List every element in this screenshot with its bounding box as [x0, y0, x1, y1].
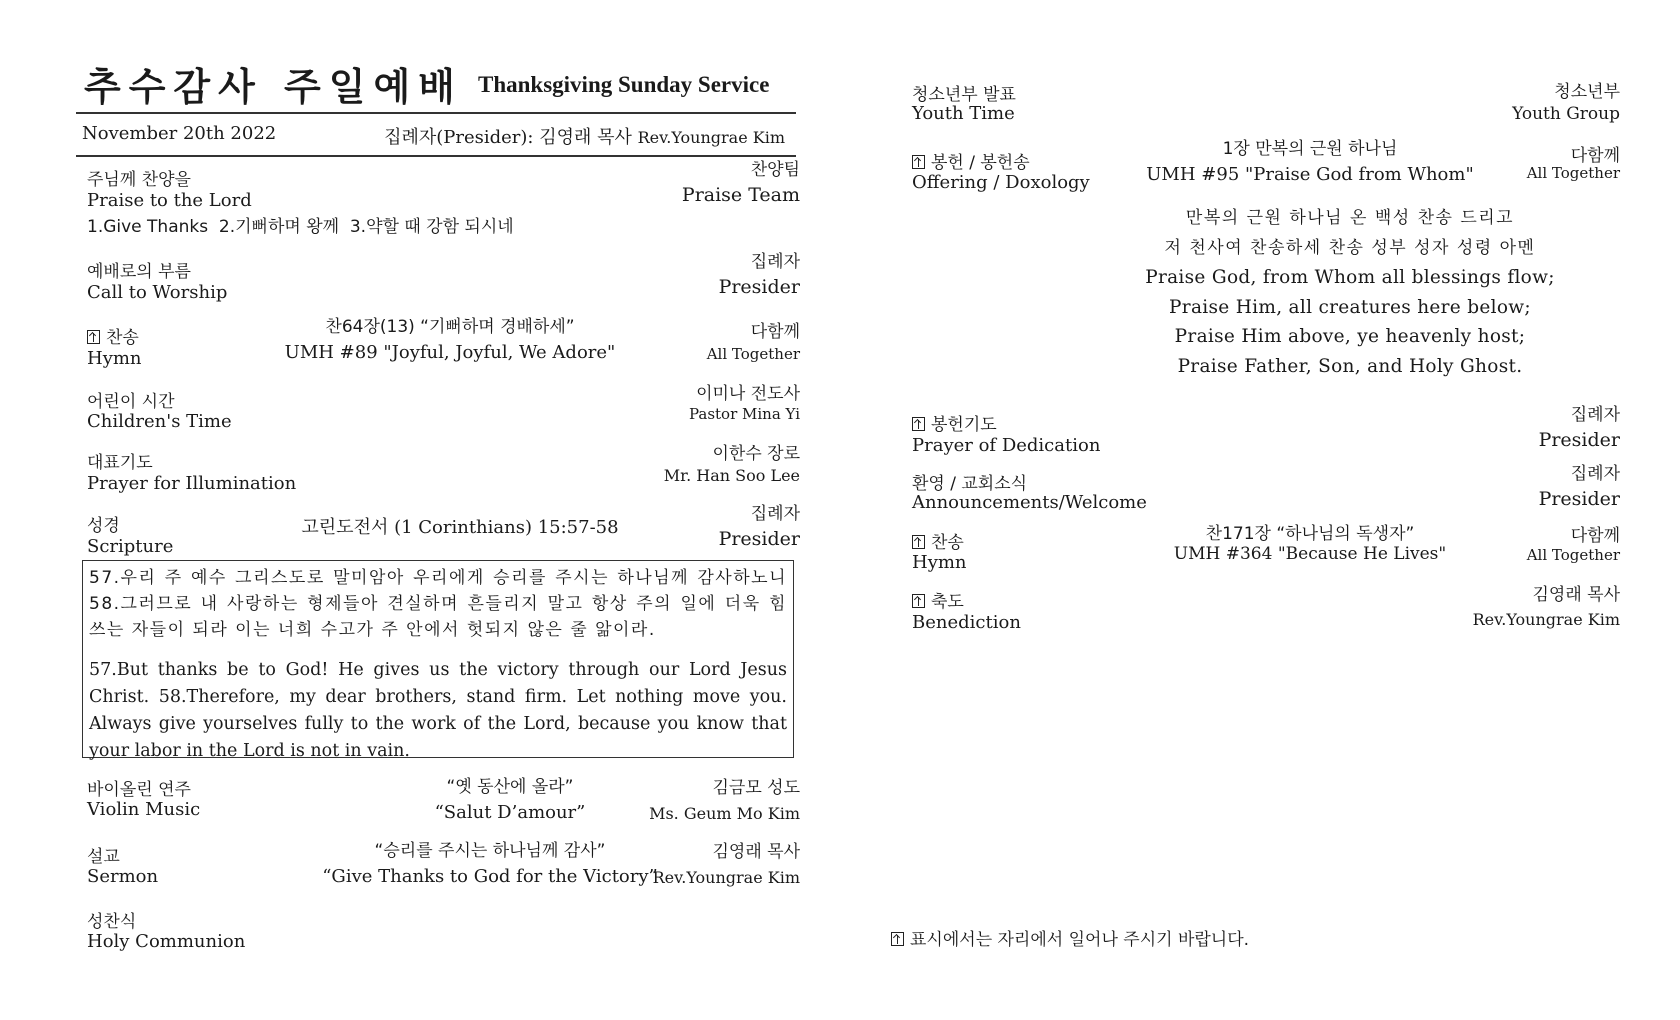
item-title-en: Prayer of Dedication [912, 435, 1101, 456]
item-leader-en: Pastor Mina Yi [688, 405, 800, 423]
stand-up-icon [912, 155, 925, 169]
scripture-text-box [82, 560, 794, 761]
item-title-ko [912, 153, 1030, 174]
item-leader-ko: 다함께 [1570, 526, 1620, 546]
stand-up-footnote [891, 925, 1249, 950]
title-english: Thanksgiving Sunday Service [478, 72, 770, 97]
order-item-call-to-worship [80, 250, 800, 306]
item-title-ko: 성경 [87, 516, 120, 536]
item-title-ko-text: 찬송 [931, 533, 964, 553]
item-title-en: Announcements/Welcome [912, 492, 1147, 513]
scripture-text-en: 57.But thanks be to God! He gives us the victory through our Lord Jesus Christ. 58.Therefore, my dear brothers, stand firm. Let nothing move you. Always give yourselves fully to the work of the Lord, because you know that your labor in the Lord is not in vain. [89, 660, 787, 761]
praise-song-list: 1.Give Thanks 2.기뻐하며 왕께 3.약할 때 강함 되시네 [87, 217, 514, 237]
item-leader-ko: 다함께 [1570, 146, 1620, 166]
order-item-prayer-for-illumination [80, 442, 800, 498]
item-leader-en: All Together [706, 345, 800, 363]
item-title-ko: 예배로의 부름 [87, 262, 191, 282]
item-leader-ko: 집례자 [750, 252, 800, 272]
item-leader-en: Youth Group [1512, 104, 1620, 124]
lyric-line: 저 천사여 찬송하세 찬송 성부 성자 성령 아멘 [1164, 237, 1536, 258]
sermon-title-en: “Give Thanks to God for the Victory” [322, 866, 658, 887]
item-leader-en: All Together [1526, 164, 1620, 182]
service-date: November 20th 2022 [82, 123, 277, 144]
title-korean: 추수감사 주일예배 [84, 65, 463, 109]
item-title-en: Youth Time [912, 103, 1015, 124]
item-title-ko: 설교 [87, 847, 120, 867]
item-title-en: Benediction [912, 612, 1021, 633]
header-rule-bottom [76, 155, 796, 157]
item-title-en: Scripture [87, 536, 174, 557]
order-item-praise [80, 158, 800, 240]
item-leader-en: Presider [718, 276, 800, 298]
item-title-ko [912, 592, 964, 613]
item-leader-en: Mr. Han Soo Lee [663, 466, 800, 485]
sermon-title-ko: “승리를 주시는 하나님께 감사” [374, 841, 606, 861]
item-title-ko-text: 축도 [931, 592, 964, 612]
item-title-ko-text: 봉헌 / 봉헌송 [931, 153, 1030, 173]
lyric-line: 만복의 근원 하나님 온 백성 찬송 드리고 [1185, 208, 1515, 228]
stand-up-icon [87, 330, 100, 344]
order-item-scripture [80, 502, 800, 558]
item-title-ko: 환영 / 교회소식 [912, 474, 1028, 494]
hymn-2-title-ko: 찬171장 “하나님의 독생자” [1205, 524, 1415, 544]
stand-up-icon [912, 417, 925, 431]
header-rule-top [76, 112, 796, 114]
item-title-en: Prayer for Illumination [87, 473, 297, 494]
presider-label: 집례자(Presider): 김영래 목사 [384, 127, 632, 148]
item-leader-en: Presider [1538, 488, 1620, 510]
item-leader-en: Rev.Youngrae Kim [1472, 610, 1620, 629]
item-title-ko-text: 찬송 [106, 328, 139, 348]
violin-piece-en: “Salut D’amour” [434, 802, 586, 823]
item-title-ko [912, 415, 997, 436]
stand-up-icon [912, 535, 925, 549]
order-item-announcements [910, 462, 1620, 518]
offering-hymn-ko: 1장 만복의 근원 하나님 [1222, 139, 1398, 159]
stand-up-icon [891, 932, 904, 946]
order-item-hymn [80, 313, 800, 369]
item-leader-ko: 김영래 목사 [1532, 585, 1620, 605]
scripture-reference: 고린도전서 (1 Corinthians) 15:57-58 [301, 517, 619, 538]
item-leader-ko: 집례자 [1570, 464, 1620, 484]
scripture-text-ko: 57.우리 주 예수 그리스도로 말미암아 우리에게 승리를 주시는 하나님께 감사하노니 58.그러므로 내 사랑하는 형제들아 견실하며 흔들리지 말고 항상 주의 일에 더욱 힘쓰는 자들이 되라 이는 너희 수고가 주 안에서 헛되지 않은 줄 앎이라. [89, 568, 787, 640]
item-title-en: Praise to the Lord [87, 190, 252, 211]
item-title-en: Hymn [87, 348, 142, 369]
item-leader-ko: 청소년부 [1554, 82, 1620, 102]
presider-name-en: Rev.Youngrae Kim [637, 128, 785, 147]
lyric-line: Praise Him, all creatures here below; [1169, 296, 1531, 318]
item-title-ko: 바이올린 연주 [87, 780, 191, 800]
offering-hymn-en: UMH #95 "Praise God from Whom" [1146, 164, 1474, 185]
item-leader-en: All Together [1526, 546, 1620, 564]
lyric-line: Praise Father, Son, and Holy Ghost. [1177, 355, 1523, 377]
hymn-title-ko: 찬64장(13) “기뻐하며 경배하세” [325, 317, 575, 337]
footnote-text: 표시에서는 자리에서 일어나 주시기 바랍니다. [910, 930, 1250, 950]
item-leader-en: Presider [718, 528, 800, 550]
item-title-en: Sermon [87, 866, 159, 887]
order-item-offering [910, 137, 1620, 197]
item-title-ko: 대표기도 [87, 453, 153, 473]
order-item-hymn-2 [910, 522, 1620, 578]
order-item-youth-time [910, 80, 1620, 130]
violin-piece-ko: “옛 동산에 올라” [446, 777, 574, 797]
hymn-title-en: UMH #89 "Joyful, Joyful, We Adore" [284, 342, 616, 363]
lyric-line: Praise Him above, ye heavenly host; [1174, 326, 1526, 347]
presider-line [384, 123, 785, 149]
item-leader-ko: 이한수 장로 [712, 444, 800, 464]
item-title-en: Violin Music [87, 799, 201, 820]
order-item-holy-communion [80, 900, 800, 956]
item-title-ko: 청소년부 발표 [912, 85, 1016, 105]
order-item-prayer-of-dedication [910, 403, 1620, 459]
item-title-en: Children's Time [87, 411, 232, 432]
item-leader-en: Presider [1538, 429, 1620, 451]
stand-up-icon [912, 594, 925, 608]
order-item-benediction [910, 583, 1620, 639]
item-leader-ko: 집례자 [1570, 405, 1620, 425]
item-leader-en: Rev.Youngrae Kim [652, 868, 800, 887]
item-title-ko-text: 봉헌기도 [931, 415, 997, 435]
item-leader-ko: 다함께 [750, 322, 800, 342]
item-title-ko: 어린이 시간 [87, 392, 175, 412]
item-title-ko: 성찬식 [87, 912, 137, 932]
item-leader-ko: 김금모 성도 [712, 778, 800, 798]
item-leader-ko: 집례자 [750, 504, 800, 524]
item-leader-ko: 이미나 전도사 [696, 384, 800, 404]
order-item-violin-music [80, 770, 800, 826]
item-title-ko: 주님께 찬양을 [87, 170, 191, 190]
item-title-en: Hymn [912, 552, 967, 573]
item-leader-en: Ms. Geum Mo Kim [649, 804, 800, 823]
doxology-lyrics [1080, 204, 1620, 381]
hymn-2-title-en: UMH #364 "Because He Lives" [1173, 544, 1447, 564]
order-item-sermon [80, 835, 800, 891]
lyric-line: Praise God, from Whom all blessings flow; [1145, 267, 1555, 288]
item-leader-ko: 찬양팀 [750, 160, 800, 180]
order-item-childrens-time [80, 380, 800, 436]
item-title-en: Holy Communion [87, 931, 246, 952]
item-leader-ko: 김영래 목사 [712, 842, 800, 862]
item-title-en: Offering / Doxology [912, 172, 1090, 193]
item-title-en: Call to Worship [87, 282, 228, 303]
item-leader-en: Praise Team [681, 184, 800, 206]
item-title-ko [87, 328, 139, 349]
item-title-ko [912, 533, 964, 554]
